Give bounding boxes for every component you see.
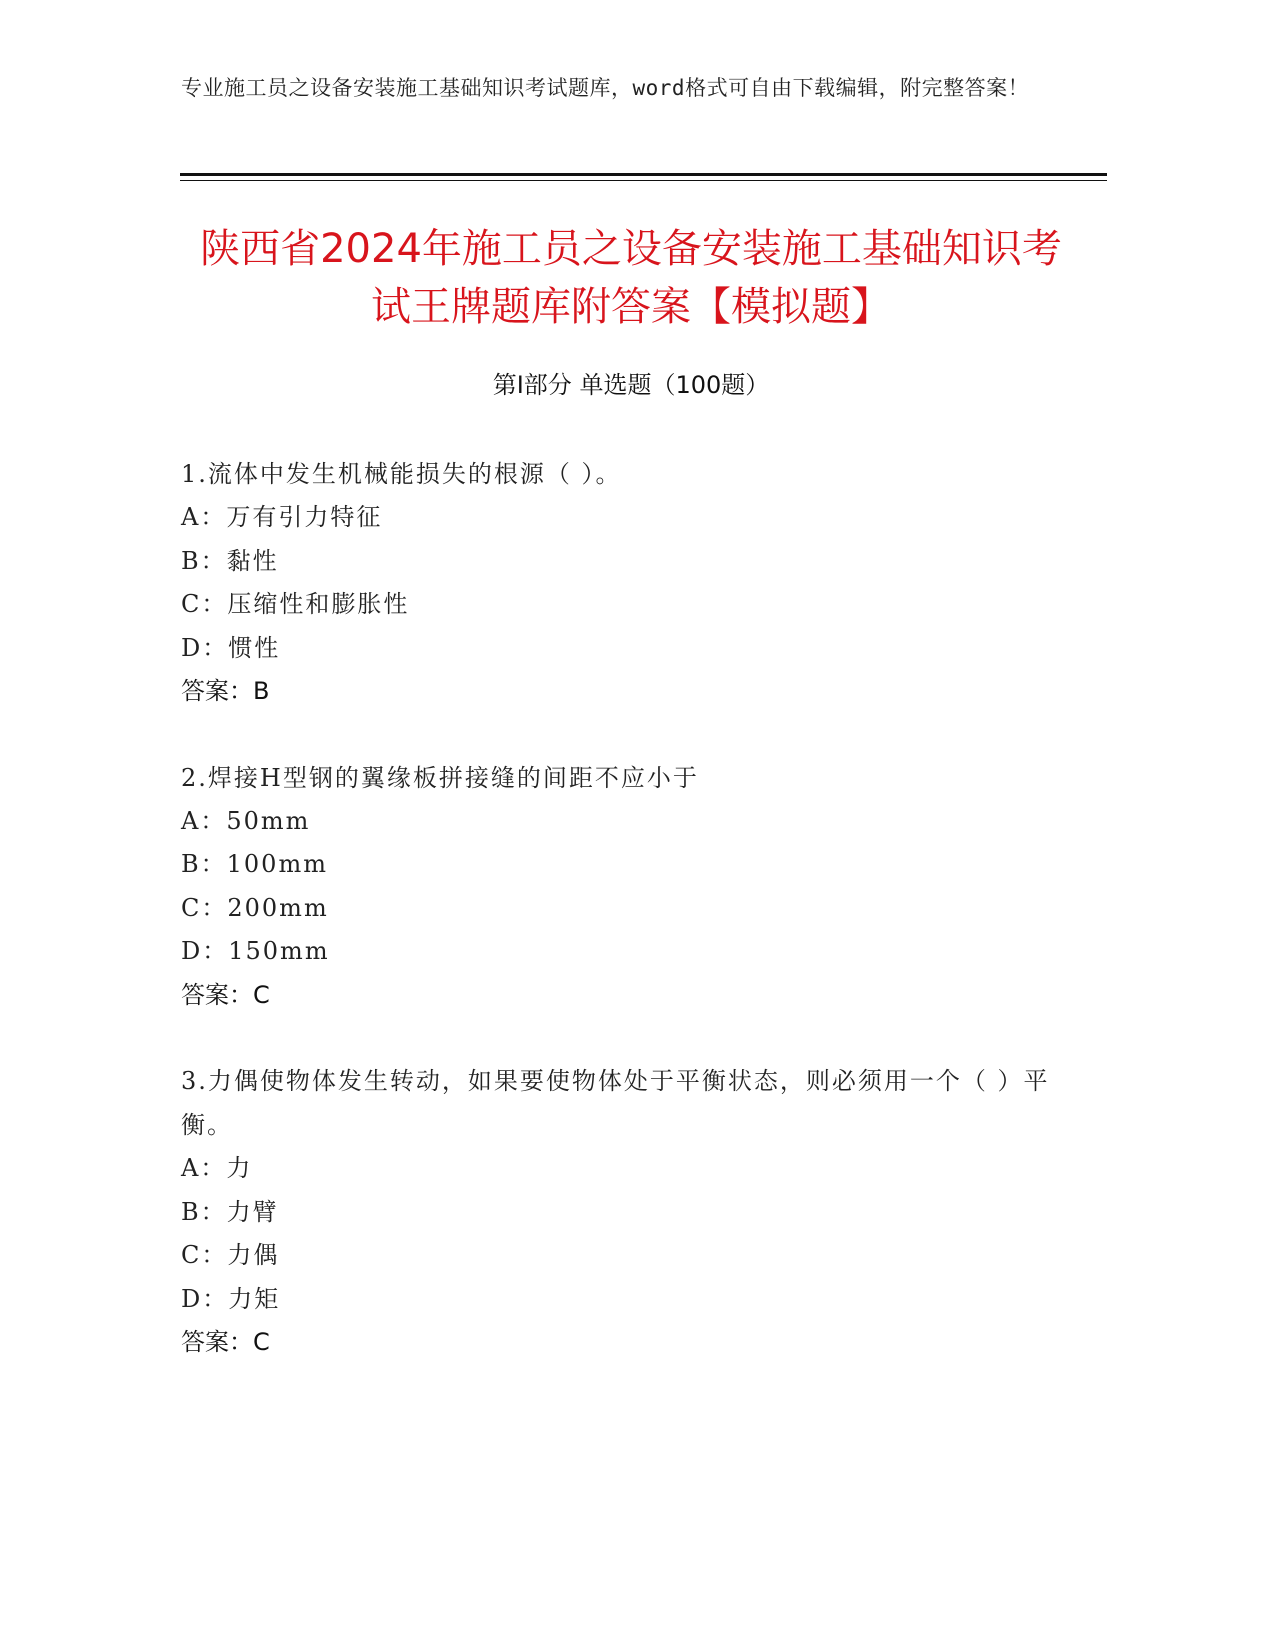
option-text: 100mm bbox=[226, 850, 328, 878]
option-text: 力 bbox=[226, 1154, 253, 1182]
option-b bbox=[181, 843, 1061, 887]
question-1 bbox=[181, 452, 1061, 714]
section-heading: 第I部分 单选题（100题） bbox=[492, 371, 770, 399]
option-key: D： bbox=[181, 633, 229, 662]
option-key: A： bbox=[181, 503, 227, 531]
answer-prefix: 答案： bbox=[181, 980, 253, 1009]
option-text: 力臂 bbox=[226, 1197, 279, 1226]
question-stem: 2.焊接H型钢的翼缘板拼接缝的间距不应小于 bbox=[181, 763, 699, 792]
option-text: 压缩性和膨胀性 bbox=[227, 590, 410, 618]
option-c bbox=[181, 1234, 1061, 1278]
option-c bbox=[181, 583, 1061, 627]
option-text: 黏性 bbox=[226, 546, 279, 575]
question-list bbox=[181, 452, 1061, 1407]
option-text: 万有引力特征 bbox=[226, 503, 383, 531]
option-d bbox=[181, 627, 1061, 671]
option-key: C： bbox=[181, 590, 228, 618]
option-text: 150mm bbox=[228, 937, 330, 965]
option-key: D： bbox=[181, 1284, 229, 1313]
answer-line bbox=[181, 670, 1061, 714]
question-stem: 1.流体中发生机械能损失的根源（ ）。 bbox=[181, 460, 622, 488]
option-a bbox=[181, 1147, 1061, 1191]
option-text: 力偶 bbox=[227, 1241, 280, 1269]
header-rule-thick bbox=[180, 173, 1107, 176]
option-key: B： bbox=[181, 850, 227, 878]
option-text: 惯性 bbox=[228, 633, 281, 662]
option-key: B： bbox=[181, 546, 227, 575]
header-rule-thin bbox=[180, 180, 1107, 181]
answer-value: C bbox=[253, 980, 270, 1009]
answer-value: B bbox=[253, 677, 270, 705]
option-text: 200mm bbox=[227, 893, 329, 922]
option-a bbox=[181, 800, 1061, 844]
option-b bbox=[181, 1191, 1061, 1235]
answer-line bbox=[181, 1321, 1061, 1365]
option-d bbox=[181, 1278, 1061, 1322]
option-key: A： bbox=[181, 806, 227, 835]
option-key: D： bbox=[181, 937, 229, 965]
option-key: C： bbox=[181, 893, 228, 922]
option-a bbox=[181, 496, 1061, 540]
option-d bbox=[181, 930, 1061, 974]
option-b bbox=[181, 540, 1061, 584]
option-text: 50mm bbox=[226, 806, 311, 835]
option-c bbox=[181, 887, 1061, 931]
option-key: A： bbox=[181, 1154, 227, 1182]
document-title: 陕西省2024年施工员之设备安装施工基础知识考试王牌题库附答案【模拟题】 bbox=[200, 226, 1062, 330]
option-key: B： bbox=[181, 1197, 227, 1226]
question-2 bbox=[181, 756, 1061, 1018]
answer-prefix: 答案： bbox=[181, 1328, 253, 1356]
answer-prefix: 答案： bbox=[181, 677, 253, 705]
answer-line bbox=[181, 974, 1061, 1018]
question-3 bbox=[181, 1059, 1061, 1365]
option-text: 力矩 bbox=[228, 1284, 281, 1313]
answer-value: C bbox=[253, 1328, 270, 1356]
option-key: C： bbox=[181, 1241, 228, 1269]
question-stem: 3.力偶使物体发生转动，如果要使物体处于平衡状态，则必须用一个（ ）平衡。 bbox=[181, 1067, 1050, 1139]
header-note: 专业施工员之设备安装施工基础知识考试题库，word格式可自由下载编辑，附完整答案！ bbox=[181, 76, 1030, 100]
